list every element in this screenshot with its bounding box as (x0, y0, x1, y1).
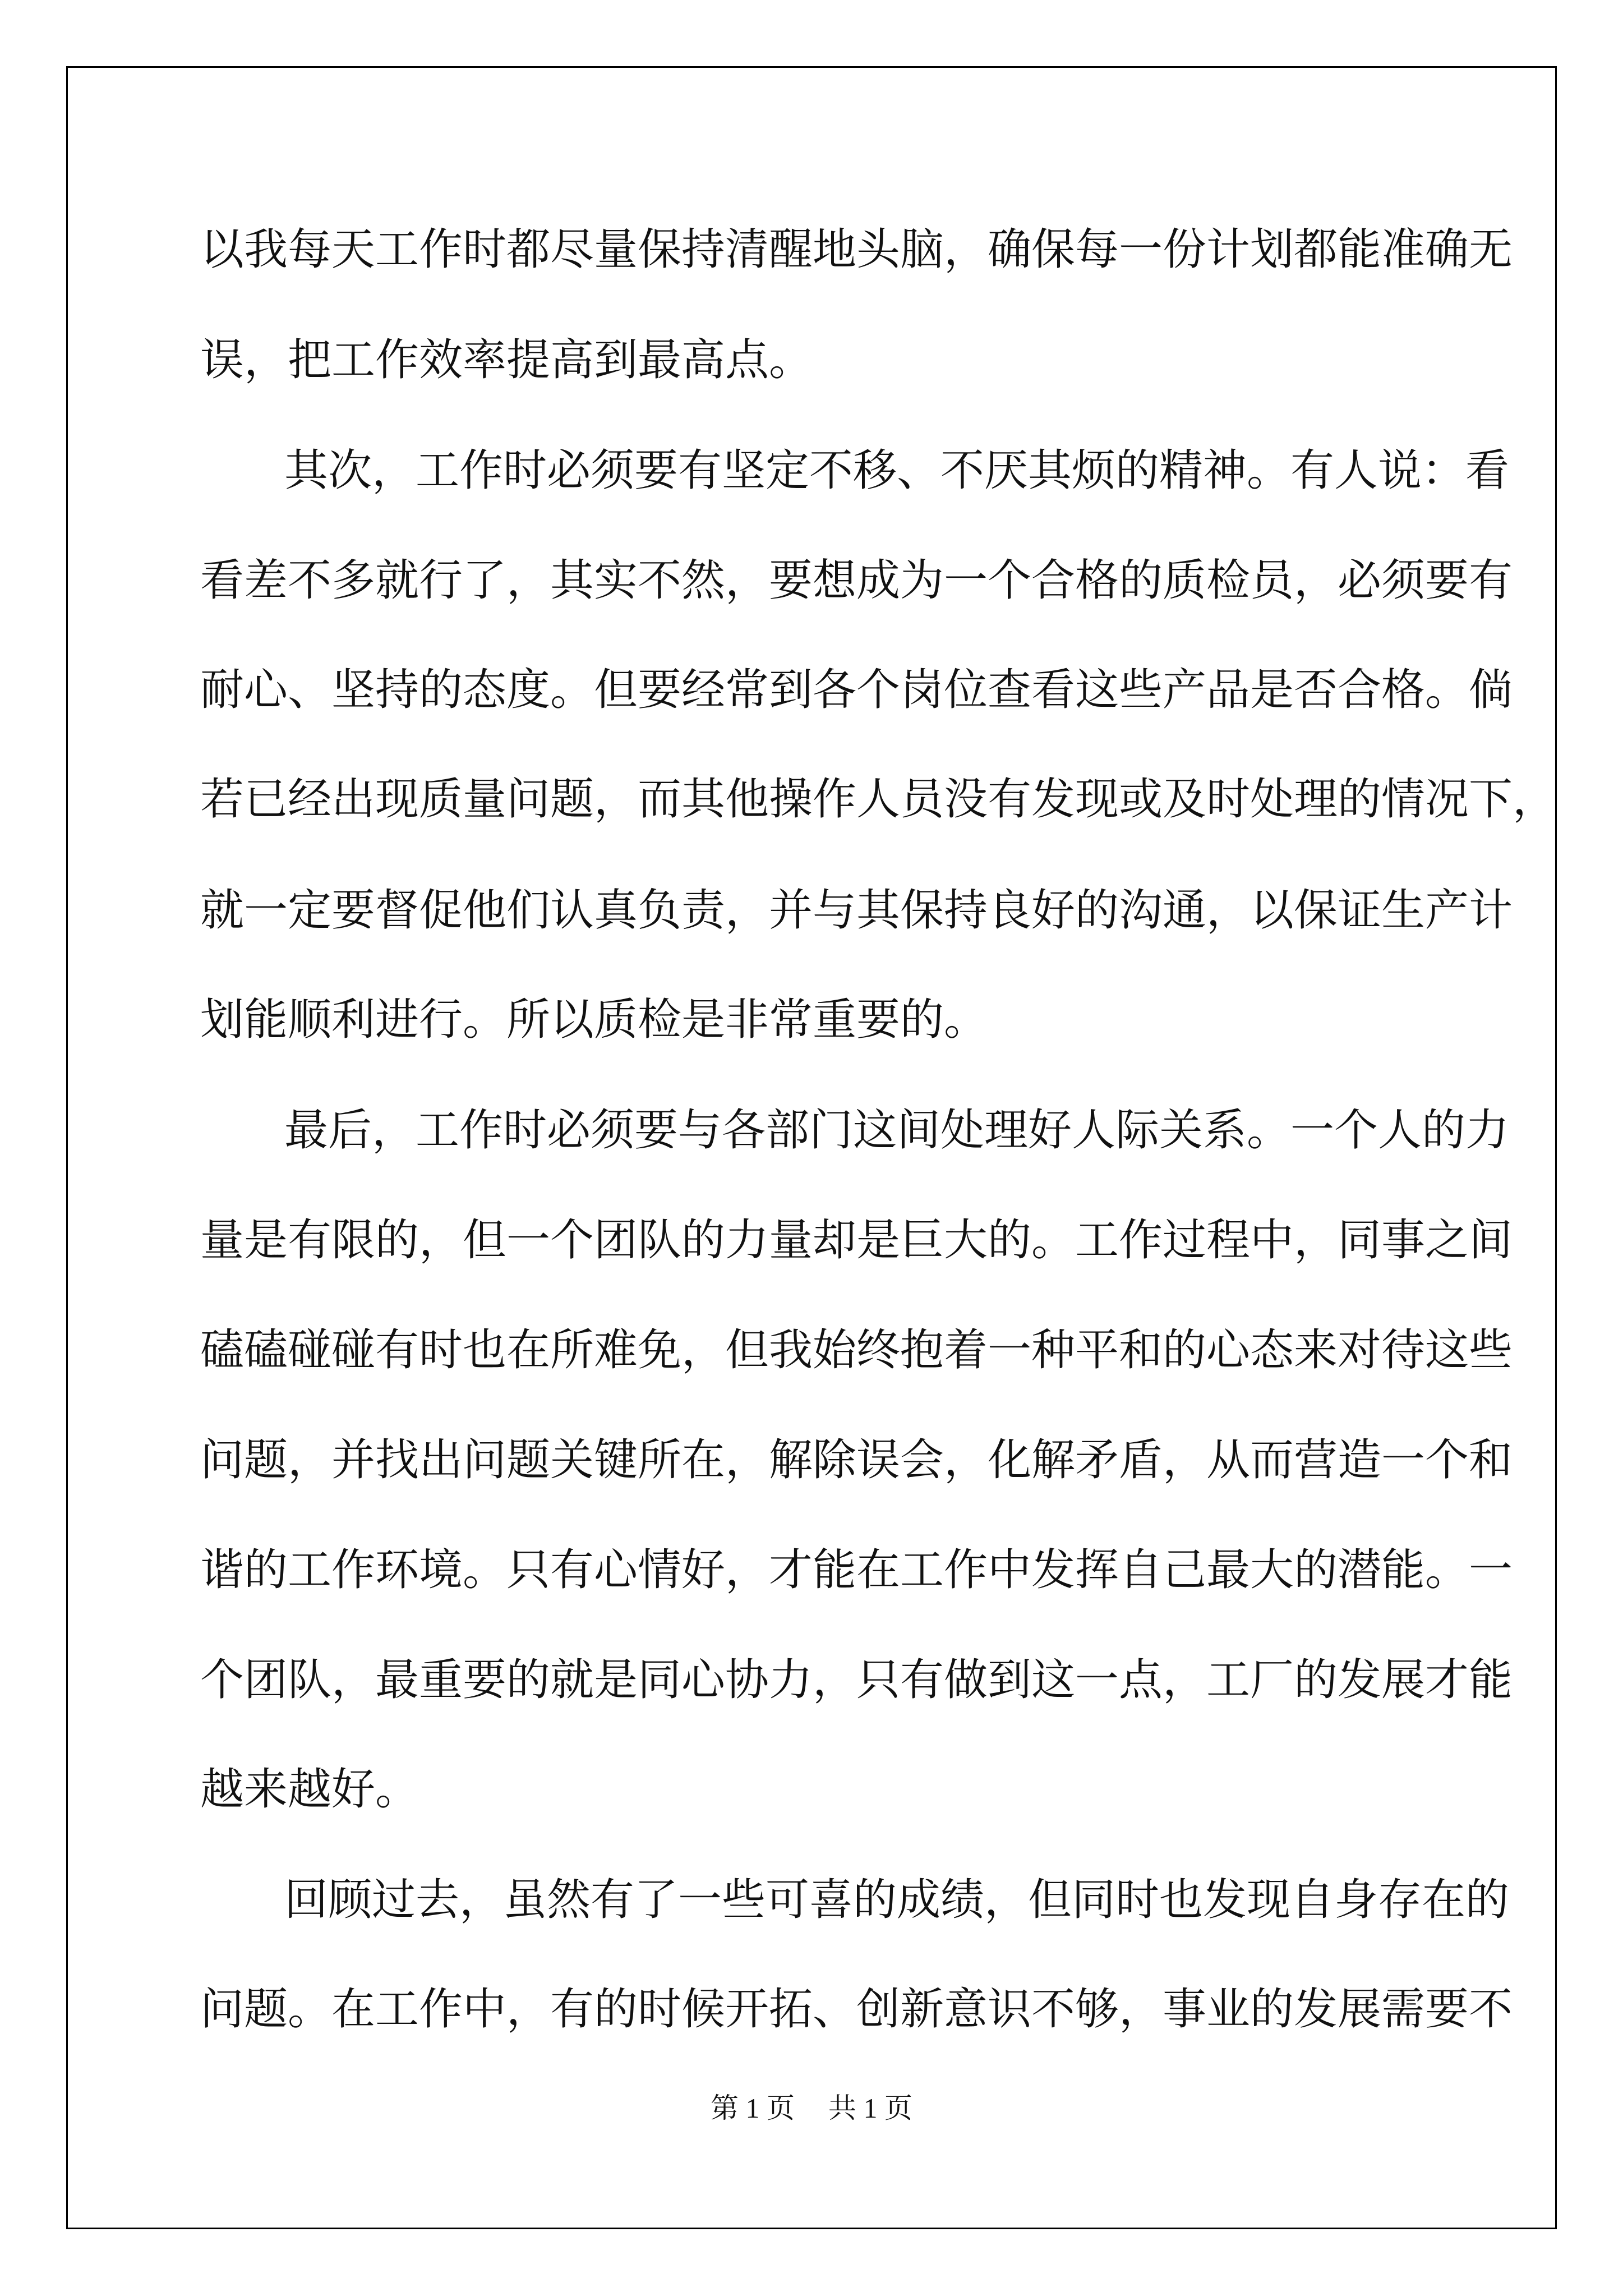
text-line: 就一定要督促他们认真负责，并与其保持良好的沟通，以保证生产计 (200, 885, 1513, 936)
page-number: 第 1 页 (711, 2092, 795, 2124)
text-line: 以我每天工作时都尽量保持清醒地头脑，确保每一份计划都能准确无 (200, 224, 1513, 275)
text-line: 问题，并找出问题关键所在，解除误会，化解矛盾，从而营造一个和 (200, 1435, 1513, 1485)
text-line: 量是有限的，但一个团队的力量却是巨大的。工作过程中，同事之间 (200, 1215, 1513, 1266)
text-line: 问题。在工作中，有的时候开拓、创新意识不够，事业的发展需要不 (200, 1984, 1513, 2035)
text-line: 最后，工作时必须要与各部门这间处理好人际关系。一个人的力 (284, 1105, 1510, 1156)
text-line: 误，把工作效率提高到最高点。 (200, 335, 813, 385)
text-line: 看差不多就行了，其实不然，要想成为一个合格的质检员，必须要有 (200, 555, 1513, 606)
text-line: 回顾过去，虽然有了一些可喜的成绩，但同时也发现自身存在的 (284, 1875, 1510, 1925)
text-line: 若已经出现质量问题，而其他操作人员没有发现或及时处理的情况下， (200, 774, 1557, 825)
text-line: 其次，工作时必须要有坚定不移、不厌其烦的精神。有人说：看 (284, 445, 1510, 496)
text-line: 磕磕碰碰有时也在所难免，但我始终抱着一种平和的心态来对待这些 (200, 1325, 1513, 1375)
text-line: 个团队，最重要的就是同心协力，只有做到这一点，工厂的发展才能 (200, 1655, 1513, 1705)
text-line: 谐的工作环境。只有心情好，才能在工作中发挥自己最大的潜能。一 (200, 1545, 1513, 1595)
page-footer (0, 2086, 1623, 2126)
text-line: 耐心、坚持的态度。但要经常到各个岗位查看这些产品是否合格。倘 (200, 665, 1513, 715)
text-line: 越来越好。 (200, 1764, 419, 1815)
page-total: 共 1 页 (828, 2092, 912, 2124)
text-line: 划能顺利进行。所以质检是非常重要的。 (200, 995, 988, 1045)
